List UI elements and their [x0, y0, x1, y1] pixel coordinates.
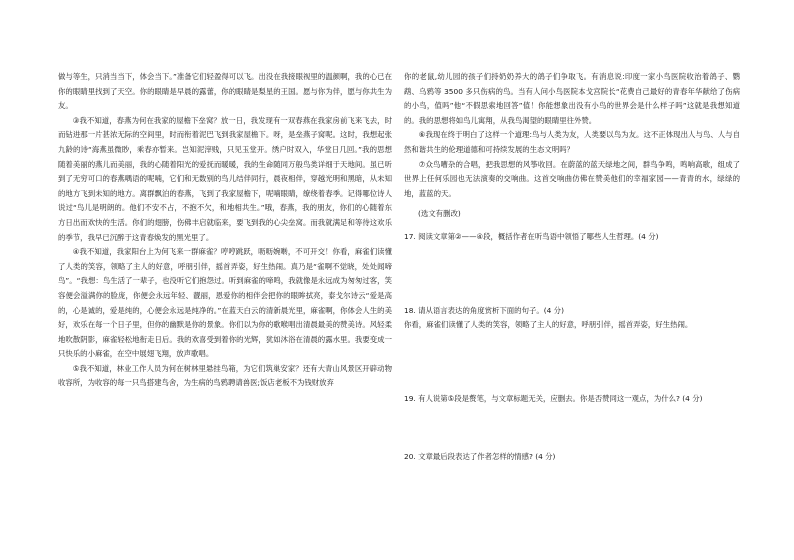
passage-paragraph-1: 做与等生，只消当当下，体会当下。”准备它们轻盈得可以飞。出没在我接眼视里的温颜啊，我的心已在你的眼睛里找到了天空。你的眼睛是早晨的露蕾，你的眼睛是梨星的王国。愿与你为伴，愿与你共生为友。: [58, 72, 392, 111]
left-column: [58, 70, 392, 391]
passage-paragraph-5: ⑤我不知道，林业工作人员为何在树林里悬挂鸟箱，为它们筑巢安家？还有大青山风景区开辟动物收容所，为收容的每一只鸟搭建鸟舍，为生病的鸟鸦聘请兽医;饭店老板不为钱财放弃: [58, 363, 392, 388]
question-20: 20. 文章最后段表达了作者怎样的情感? (4 分): [404, 452, 556, 462]
question-19: 19. 有人说第⑤段是赘笔，与文章标题无关，应删去。你是否赞同这一观点，为什么? (4 分): [404, 393, 703, 403]
question-18-quote: 你看，麻雀们读懂了人类的笑容，领略了主人的好意，呼朋引伴，摇首弄姿，好生热闹。: [404, 320, 693, 330]
question-17: 17. 阅读文章第②——④段，概括作者在听鸟语中领悟了哪些人生哲理。(4 分): [404, 231, 659, 241]
question-18: 18. 请从语言表达的角度赏析下面的句子。(4 分): [404, 305, 564, 315]
answer-space-18: [404, 333, 740, 392]
answer-space-17: [404, 245, 740, 304]
source-note: (选文有删改): [418, 209, 461, 219]
passage-paragraph-6: ⑥我现在终于明白了这样一个道理:鸟与人类为友，人类要以鸟为友。这不正体现出人与鸟、人与自然和谐共生的伦理道德和可持续发展的生态文明吗？: [404, 130, 740, 154]
passage-paragraph-5-cont: 你的老鼠,幼儿园的孩子们持奶奶养大的鸽子们争取飞。有消息说:印度一家小鸟医院收治着鸽子、鹦鹉、乌鸦等 3500 多只伤病的鸟。当有人问小鸟医院本戈宫院长“花费自己最好的青春年华献给了伤病的小鸟，值吗”他“不假思索地回答”值！你能想象出没有小鸟的世界会是什么样子吗”这就是我想知道的。我的思想将如鸟儿寓翔，从我鸟渴望的眼睛里往外赞。: [404, 72, 740, 125]
passage-paragraph-7: ⑦众鸟嘈杂的合唱，把我思想的风筝收回。在蔚蓝的蓝天绿地之间，群鸟争鸣，鸣响高歌，组成了世界上任何乐园也无法演奏的交响曲。这首交响曲仿佛在赞美他们的幸福家园——青青的水，绿绿的地，蓝蓝的天。: [404, 159, 740, 198]
passage-paragraph-3: ③我不知道，春燕为何在我家的屋檐下垒窝？放一日，我发现有一双春燕在我家房前飞来飞去，时而钻进那一片甚浓无际的空间里，时而衔着泥巴飞到我家屋檐下。呀，是垒燕子窝呢。这时，我想起张九龄的诗“海燕虽微眇，乘春亦暂来。岂知泥滓贱，只见玉堂开。绣户时双入，华堂日几回。”我的思想随着美丽的燕儿而美丽，我的心随着阳光的爱抚而暖暖，我的生命随同万般鸟类详细于天地间。虽已听到了无穷可口的春燕喁语的呢喃，它们和无数别的鸟儿结伴同行，晨夜相伴，穿越光明和黑暗，从未知的地方飞到未知的地方。离群飘泊的春燕，飞到了我家屋檐下，呢喃眼睛，缭绕着春季。记得哪位诗人说过“鸟儿是明朗的。他们不安不占，不抱不欠，和地相共生。”哦，春燕，我的朋友，你们的心随着东方日出而欢快的生活。你们的翅膀，伤佛丰启就临来，要飞到我的心尖垒窝。而我就满足和等待这欢乐的季节，我早已沉醉于这青春焕发的黑光里了。: [58, 115, 392, 242]
right-column: [404, 70, 740, 465]
answer-space-19: [404, 406, 740, 450]
passage-paragraph-4: ④我不知道，我家阳台上为何飞来一群麻雀？哼哼跳跃，呖呖婉啭，不可开交！你看，麻雀们读懂了人类的笑容，领略了主人的好意，呼朋引伴，摇首弄姿，好生热闹。真乃是“雀啊不觉晓，处处闻啼鸟”。“我想：鸟生活了一辈子，也没听它们抱怨过。听到麻雀的啼鸣，我就像是永远成为匆匆过客，笑容便会溢满你的脸庞，你便会永远年轻、靓丽，恩爱你的相伴会把你的眼眸拭亮，泰戈尔诗云“爱是高的，心是诚的，爱是纯的，心便会永远是纯净的。”在蓝天白云的清新晨光里，麻雀啊，你体会人生的美好，欢乐在每一个日子里，但你的幽默是你的景象。你们以为你的歌喉唱出清晨最美的赞美诗。风轻柔地吹散阴影，麻雀轻松地衔走日后。我的欢喜受到着你的光辉，犹如沐浴在清晨的露水里。我要变成一只快乐的小麻雀，在空中展翅飞翔，放声歌唱。: [58, 247, 392, 359]
